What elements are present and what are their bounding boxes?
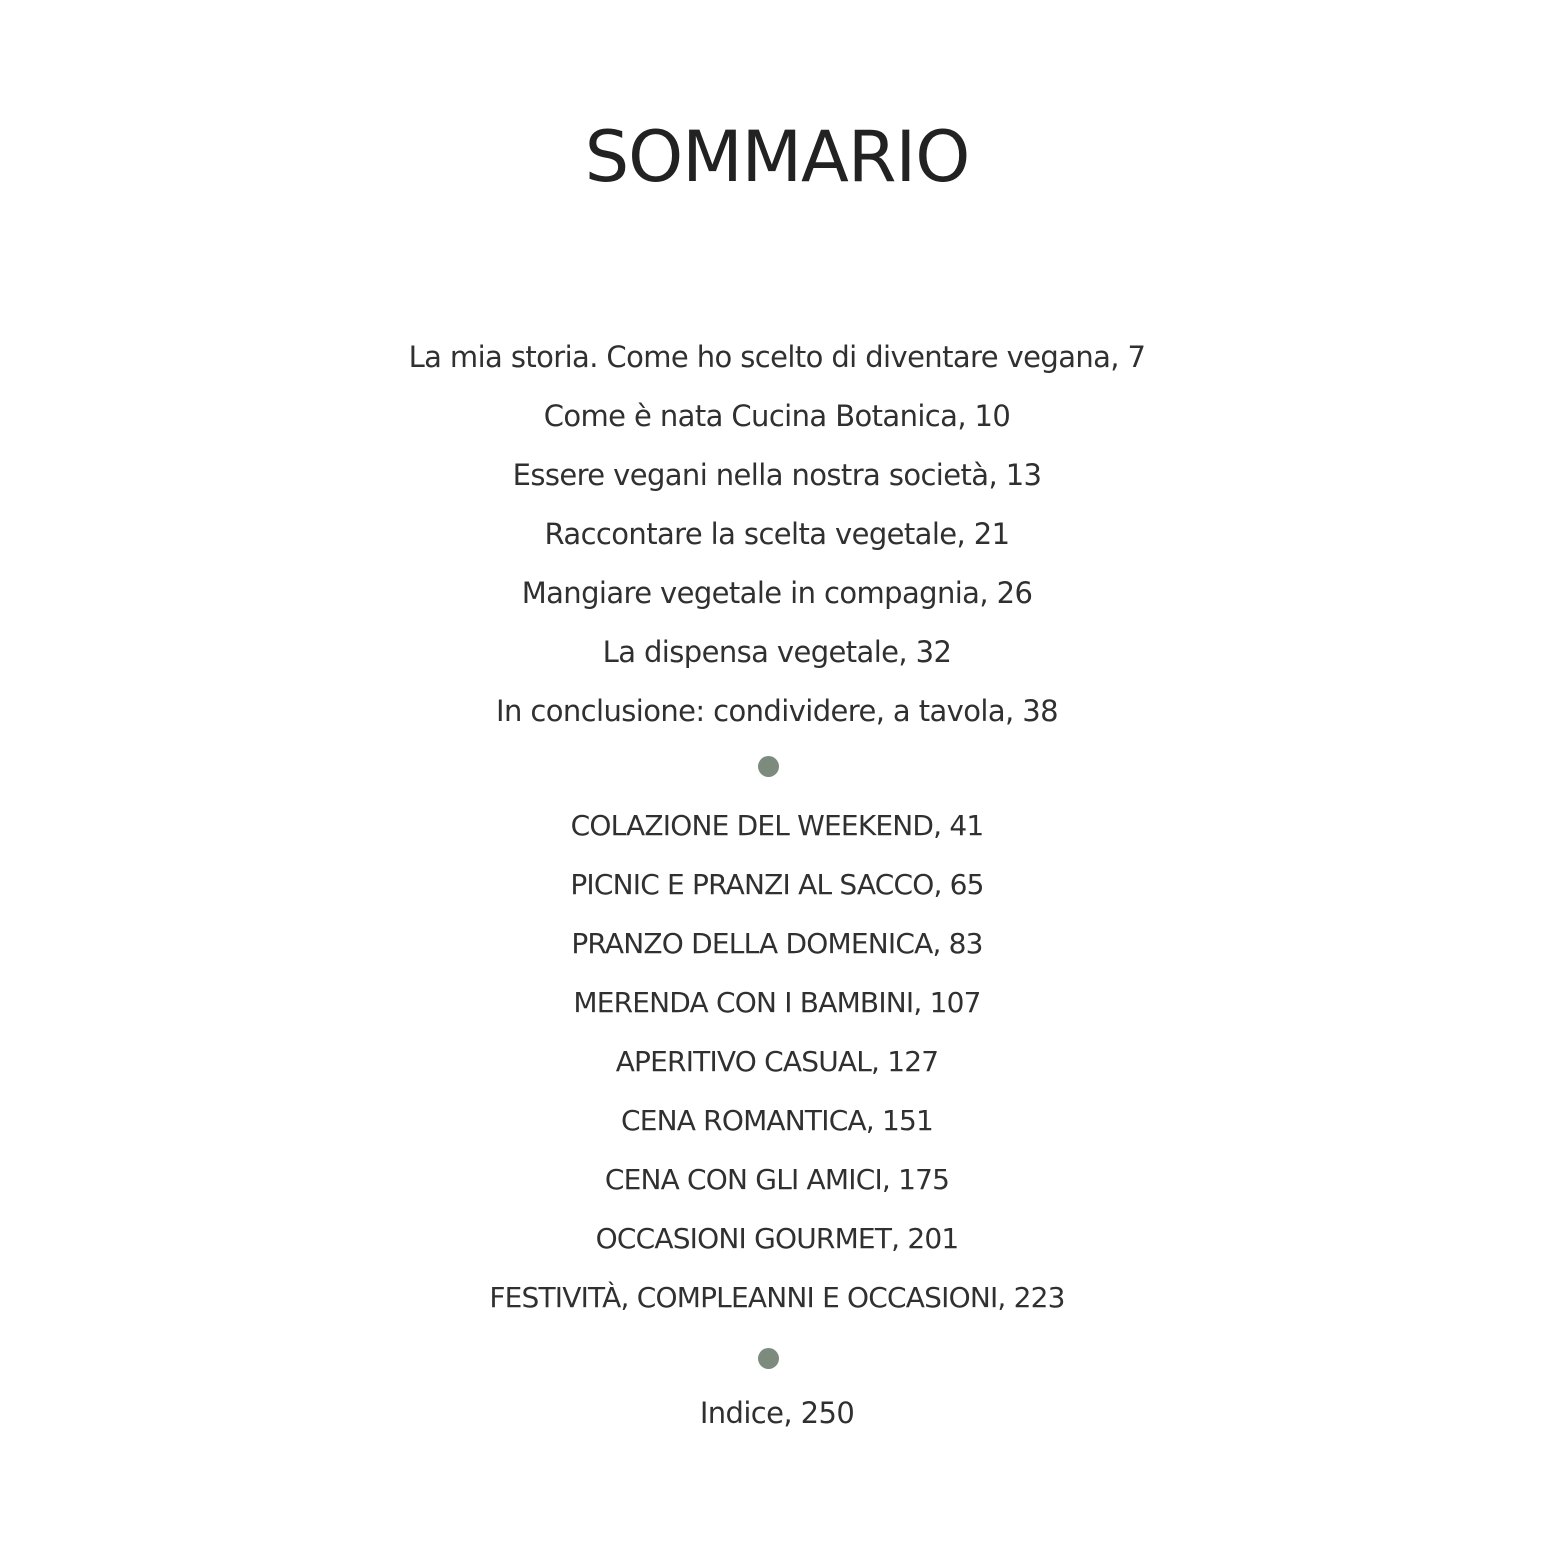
separator-dot-icon: [758, 756, 779, 777]
toc-entry: La mia storia. Come ho scelto di diventare vegana, 7: [408, 340, 1146, 374]
separator-dot-icon: [758, 1348, 779, 1369]
toc-entry: Mangiare vegetale in compagnia, 26: [521, 576, 1033, 610]
toc-chapter-entry: FESTIVITÀ, COMPLEANNI E OCCASIONI, 223: [489, 1281, 1065, 1314]
toc-chapter-entry: PRANZO DELLA DOMENICA, 83: [571, 927, 983, 960]
toc-chapter-entry: PICNIC E PRANZI AL SACCO, 65: [570, 868, 984, 901]
toc-chapter-entry: APERITIVO CASUAL, 127: [615, 1045, 939, 1078]
toc-entry: Raccontare la scelta vegetale, 21: [544, 517, 1010, 551]
toc-chapter-entry: MERENDA CON I BAMBINI, 107: [573, 986, 981, 1019]
toc-chapter-entry: OCCASIONI GOURMET, 201: [595, 1222, 959, 1255]
toc-chapter-entry: CENA CON GLI AMICI, 175: [604, 1163, 950, 1196]
toc-chapter-entry: CENA ROMANTICA, 151: [620, 1104, 934, 1137]
toc-chapter-entry: COLAZIONE DEL WEEKEND, 41: [570, 809, 984, 842]
toc-entry: Come è nata Cucina Botanica, 10: [543, 399, 1011, 433]
page-title: SOMMARIO: [584, 116, 970, 198]
toc-entry: Essere vegani nella nostra società, 13: [512, 458, 1042, 492]
toc-entry: La dispensa vegetale, 32: [602, 635, 952, 669]
chapter-section-list: [0, 796, 1554, 1327]
index-entry: Indice, 250: [699, 1396, 855, 1430]
toc-entry: In conclusione: condividere, a tavola, 38: [496, 694, 1058, 728]
intro-section-list: [0, 328, 1554, 741]
